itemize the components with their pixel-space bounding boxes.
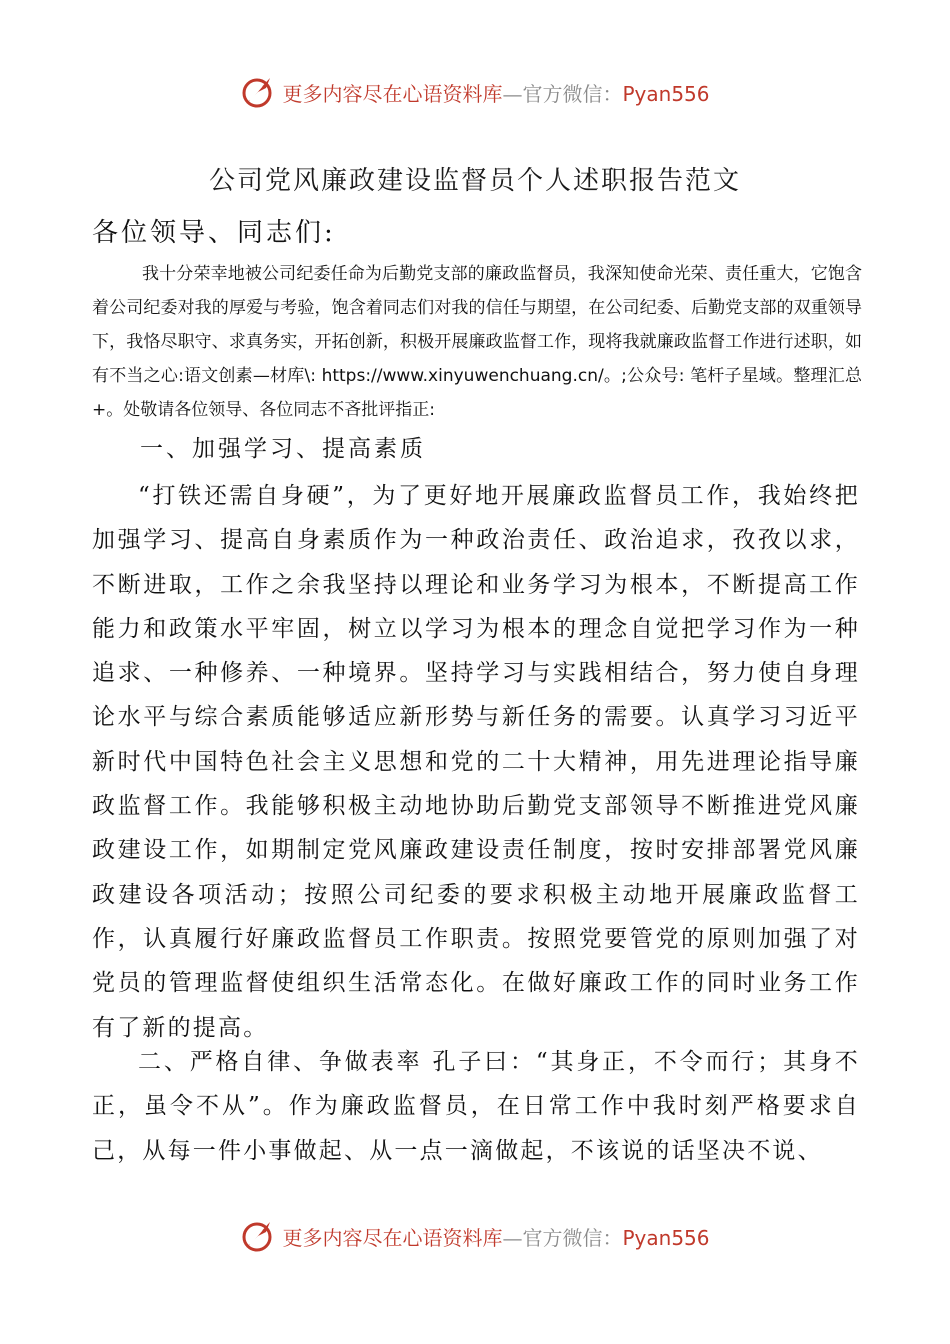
banner-wechat-id: Pyan556 <box>622 81 710 106</box>
document-title: 公司党风廉政建设监督员个人述职报告范文 <box>208 166 741 196</box>
footer-banner <box>0 1214 950 1258</box>
section1-body: “打铁还需自身硬”，为了更好地开展廉政监督员工作，我始终把加强学习、提高自身素质作为一种政治责任、政治追求，孜孜以求，不断进取，工作之余我坚持以理论和业务学习为根本，不断提高工作能力和政策水平牢固，树立以学习为根本的理念自觉把学习作为一种追求、一种修养、一种境界。坚持学习与实践相结合，努力使自身理论水平与综合素质能够适应新形势与新任务的需要。认真学习习近平新时代中国特色社会主义思想和党的二十大精神，用先进理论指导廉政监督工作。我能够积极主动地协助后勤党支部领导不断推进党风廉政建设工作，如期制定党风廉政建设责任制度，按时安排部署党风廉政建设各项活动；按照公司纪委的要求积极主动地开展廉政监督工作，认真履行好廉政监督员工作职责。按照党要管党的原则加强了对党员的管理监督使组织生活常态化。在做好廉政工作的同时业务工作有了新的提高。 <box>92 483 860 1041</box>
banner-text <box>282 78 709 107</box>
section2-body: 二、严格自律、争做表率 孔子曰：“其身正，不令而行；其身不正，虽令不从”。作为廉政监督员，在日常工作中我时刻严格要求自己，从每一件小事做起、从一点一滴做起，不该说的话坚决不说、 <box>92 1049 860 1164</box>
banner-main-text: 更多内容尽在心语资料库 <box>282 81 503 106</box>
banner-text <box>282 1222 709 1251</box>
banner-main-text: 更多内容尽在心语资料库 <box>282 1225 503 1250</box>
section1-heading: 一、加强学习、提高素质 <box>140 436 426 462</box>
banner-separator: — <box>502 81 523 106</box>
quill-logo-icon <box>240 1218 276 1254</box>
salutation: 各位领导、同志们: <box>92 218 336 248</box>
banner-wechat-id: Pyan556 <box>622 1225 710 1250</box>
intro-paragraph: 我十分荣幸地被公司纪委任命为后勤党支部的廉政监督员，我深知使命光荣、责任重大，它饱含着公司纪委对我的厚爱与考验，饱含着同志们对我的信任与期望，在公司纪委、后勤党支部的双重领导下，我恪尽职守、求真务实，开拓创新，积极开展廉政监督工作，现将我就廉政监督工作进行述职，如有不当之心:语文创素—材库\: https://www.xinyuwenchuang.cn/。;公众号: 笔杆子星域。整理汇总+。处敬请各位领导、各位同志不吝批评指正: <box>92 264 862 420</box>
banner-official-label: 官方微信： <box>522 1225 623 1250</box>
banner-separator: — <box>502 1225 523 1250</box>
banner-official-label: 官方微信： <box>522 81 623 106</box>
quill-logo-icon <box>240 74 276 110</box>
header-banner <box>0 70 950 114</box>
